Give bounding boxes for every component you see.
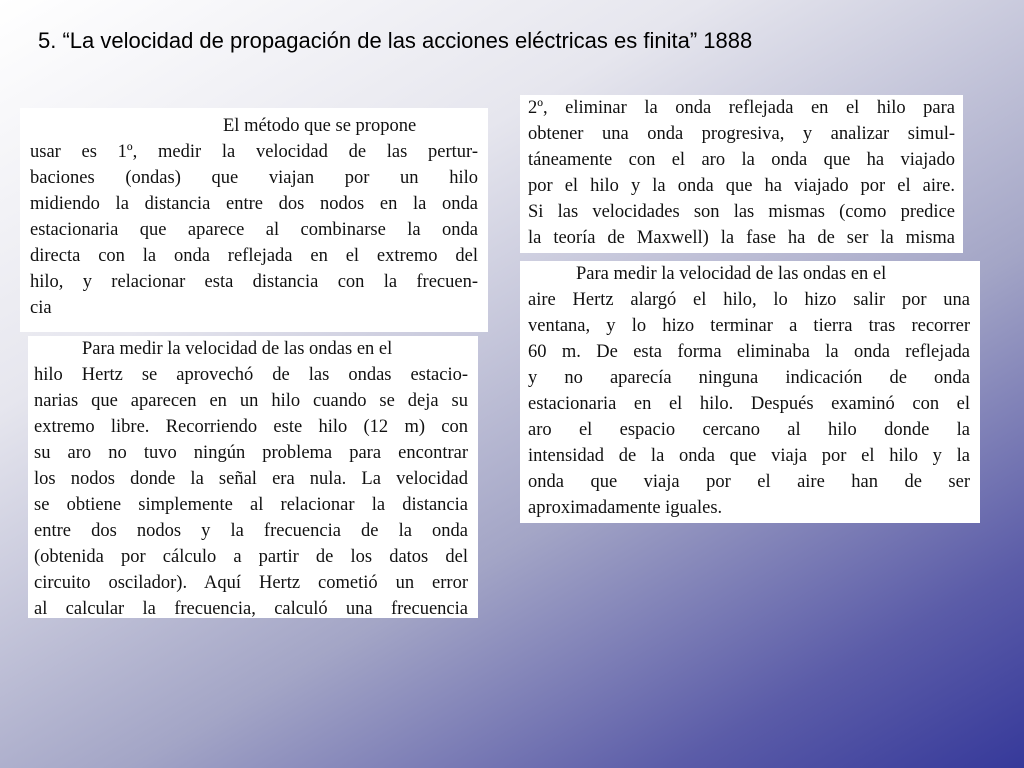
text-excerpt-air-velocity <box>520 261 980 523</box>
text-line: estacionaria que aparece al combinarse la onda <box>30 220 478 240</box>
text-line: hilo Hertz se aprovechó de las ondas estacio- <box>34 365 468 385</box>
text-line: estacionaria en el hilo. Después examinó con el <box>528 394 970 414</box>
text-line: El método que se propone <box>223 116 417 136</box>
text-line: narias que aparecen en un hilo cuando se deja su <box>34 391 468 411</box>
text-line: entre dos nodos y la frecuencia de la onda <box>34 521 468 541</box>
text-line: onda que viaja por el aire han de ser <box>528 472 970 492</box>
text-line: usar es 1º, medir la velocidad de las pertur- <box>30 142 478 162</box>
text-line: Para medir la velocidad de las ondas en el <box>82 339 393 359</box>
text-line: al calcular la frecuencia, calculó una frecuencia <box>34 599 468 618</box>
text-line: directa con la onda reflejada en el extremo del <box>30 246 478 266</box>
text-line: aire Hertz alargó el hilo, lo hizo salir por una <box>528 290 970 310</box>
text-excerpt-wire-velocity <box>28 336 478 618</box>
text-line: (obtenida por cálculo a partir de los datos del <box>34 547 468 567</box>
text-line: obtener una onda progresiva, y analizar simul- <box>528 124 955 144</box>
text-line: midiendo la distancia entre dos nodos en la onda <box>30 194 478 214</box>
text-line: la teoría de Maxwell) la fase ha de ser la misma <box>528 228 955 248</box>
text-line: su aro no tuvo ningún problema para encontrar <box>34 443 468 463</box>
text-line: los nodos donde la señal era nula. La velocidad <box>34 469 468 489</box>
text-line: por el hilo y la onda que ha viajado por el aire. <box>528 176 955 196</box>
text-line: aro el espacio cercano al hilo donde la <box>528 420 970 440</box>
text-line: Si las velocidades son las mismas (como predice <box>528 202 955 222</box>
text-line: Para medir la velocidad de las ondas en el <box>576 264 887 284</box>
text-line: táneamente con el aro la onda que ha viajado <box>528 150 955 170</box>
text-line: cia <box>30 298 52 318</box>
text-line: circuito oscilador). Aquí Hertz cometió un error <box>34 573 468 593</box>
text-line: baciones (ondas) que viajan por un hilo <box>30 168 478 188</box>
text-line: extremo libre. Recorriendo este hilo (12 m) con <box>34 417 468 437</box>
text-line: y no aparecía ninguna indicación de onda <box>528 368 970 388</box>
text-line: se obtiene simplemente al relacionar la distancia <box>34 495 468 515</box>
text-line: intensidad de la onda que viaja por el hilo y la <box>528 446 970 466</box>
text-excerpt-method <box>20 108 488 332</box>
text-line: ventana, y lo hizo terminar a tierra tras recorrer <box>528 316 970 336</box>
text-line: 2º, eliminar la onda reflejada en el hilo para <box>528 98 955 118</box>
slide-title: 5. “La velocidad de propagación de las acciones eléctricas es finita” 1888 <box>38 28 753 53</box>
text-line: 60 m. De esta forma eliminaba la onda reflejada <box>528 342 970 362</box>
text-line: hilo, y relacionar esta distancia con la frecuen- <box>30 272 478 292</box>
text-excerpt-progressive-wave <box>520 95 963 253</box>
text-line: aproximadamente iguales. <box>528 498 723 518</box>
